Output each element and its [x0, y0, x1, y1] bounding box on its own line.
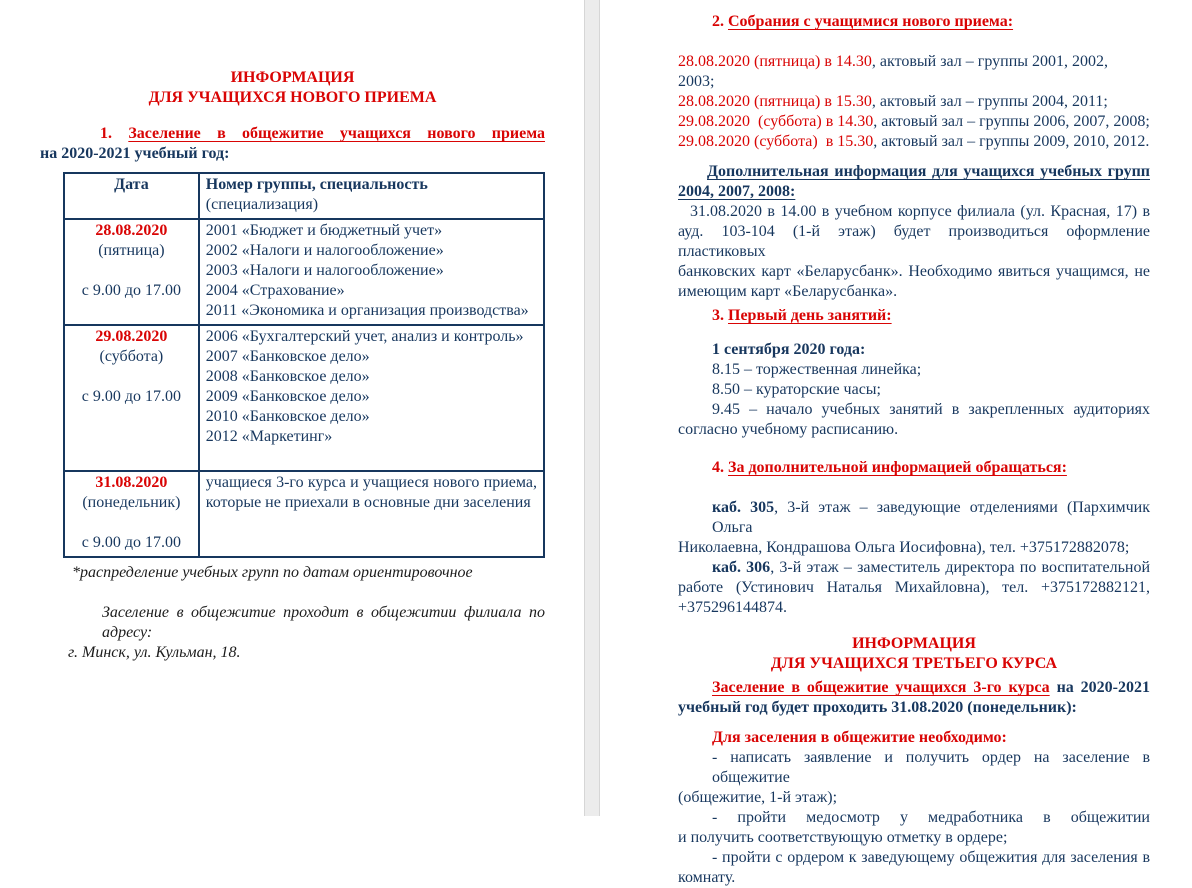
third-course-heading — [678, 678, 1150, 718]
time-range: с 9.00 до 17.00 — [81, 534, 182, 551]
meetings-list — [678, 52, 1150, 152]
schedule-item: 8.50 – кураторские часы; — [712, 381, 881, 398]
title-line: ИНФОРМАЦИЯ — [852, 635, 976, 652]
date-value: 29.08.2020 — [95, 328, 168, 345]
group-item: 2012 «Маркетинг» — [205, 428, 333, 445]
extra-info-text: банковских карт «Беларусбанк». Необходимо явиться учащимся, не — [678, 263, 1150, 280]
section-number: 3. — [712, 307, 724, 324]
section-3-title: Первый день занятий: — [728, 307, 892, 324]
room-number: каб. 305 — [712, 499, 775, 516]
section-number: 1. — [100, 125, 112, 142]
table-footnote: *распределение учебных групп по датам ориентировочное — [72, 564, 473, 581]
meeting-item: 28.08.2020 (пятница) в 15.30, актовый зал – группы 2004, 2011; — [678, 93, 1108, 110]
section-1-title: Заселение в общежитие учащихся нового приема — [128, 125, 546, 142]
note-line: учащиеся 3-го курса и учащиеся нового приема, — [205, 474, 537, 491]
header-cell-date: Дата — [64, 173, 199, 219]
requirements-heading: Для заселения в общежитие необходимо: — [712, 729, 1007, 746]
schedule-item: 8.15 – торжественная линейка; — [712, 361, 922, 378]
group-item: 2009 «Банковское дело» — [205, 388, 370, 405]
date-cell — [64, 219, 199, 325]
third-course-title: Заселение в общежитие учащихся 3-го курса — [712, 679, 1050, 696]
meeting-item: 29.08.2020 (суббота) в 14.30, актовый зал – группы 2006, 2007, 2008; — [678, 113, 1150, 130]
date-cell — [64, 471, 199, 557]
group-item: 2006 «Бухгалтерский учет, анализ и контроль» — [205, 328, 524, 345]
requirements-block — [678, 728, 1150, 888]
third-course-title-cont: учебный год будет проходить 31.08.2020 (понедельник): — [678, 699, 1077, 716]
requirements-list — [678, 748, 1150, 888]
table-row — [64, 471, 544, 557]
contact-306-cont: работе (Устинович Наталья Михайловна), тел. +375172882121, — [678, 579, 1150, 596]
weekday: (пятница) — [98, 242, 165, 259]
groups-cell — [199, 471, 544, 557]
schedule-item-cont: согласно учебному расписанию. — [678, 421, 899, 438]
document-page-right — [600, 0, 1192, 886]
title-line: ИНФОРМАЦИЯ — [230, 69, 355, 86]
note-line: которые не приехали в основные дни заселения — [205, 494, 531, 511]
requirement-item: - написать заявление и получить ордер на заселение в общежитие — [712, 749, 1150, 786]
extra-info-text: 31.08.2020 в 14.00 в учебном корпусе филиала (ул. Красная, 17) в — [690, 203, 1150, 220]
schedule-item: 9.45 – начало учебных занятий в закрепленных аудиториях — [712, 401, 1150, 418]
address-line: г. Минск, ул. Кульман, 18. — [68, 644, 241, 661]
section-4-heading — [678, 458, 1150, 478]
contact-305-cont: Николаевна, Кондрашова Ольга Иосифовна), тел. +375172882078; — [678, 539, 1130, 556]
date-value: 31.08.2020 — [95, 474, 168, 491]
title-line: ДЛЯ УЧАЩИХСЯ ТРЕТЬЕГО КУРСА — [770, 655, 1058, 672]
notice-title-new-admission — [40, 68, 545, 108]
address-line: Заселение в общежитие проходит в общежитии филиала по адресу: — [102, 604, 545, 641]
header-cell-groups: Номер группы, специальность (специализация) — [199, 173, 544, 219]
first-day-block — [678, 340, 1150, 440]
extra-info-heading: Дополнительная информация для учащихся учебных групп — [707, 163, 1150, 180]
extra-info-block — [678, 162, 1150, 302]
contacts-block — [678, 498, 1150, 618]
meeting-item: 28.08.2020 (пятница) в 14.30, актовый зал – группы 2001, 2002, 2003; — [678, 53, 1117, 90]
table-row — [64, 325, 544, 471]
dormitory-schedule-table — [63, 172, 545, 558]
meeting-item: 29.08.2020 (суббота) в 15.30, актовый зал – группы 2009, 2010, 2012. — [678, 133, 1150, 150]
time-range: с 9.00 до 17.00 — [81, 282, 182, 299]
group-item: 2007 «Банковское дело» — [205, 348, 370, 365]
extra-info-text: ауд. 103-104 (1-й этаж) будет производиться оформление пластиковых — [678, 223, 1150, 260]
section-number: 4. — [712, 459, 724, 476]
extra-info-heading-cont: 2004, 2007, 2008: — [678, 183, 796, 200]
section-number: 2. — [712, 13, 724, 30]
document-page-left — [0, 0, 584, 816]
section-2-heading — [678, 12, 1150, 32]
title-line: ДЛЯ УЧАЩИХСЯ НОВОГО ПРИЕМА — [148, 89, 437, 106]
weekday: (понедельник) — [82, 494, 181, 511]
groups-cell — [199, 325, 544, 471]
group-item: 2002 «Налоги и налогообложение» — [205, 242, 444, 259]
table-row — [64, 219, 544, 325]
contact-305: каб. 305, 3-й этаж – заведующие отделениями (Пархимчик Ольга — [712, 499, 1151, 536]
requirement-item: - пройти медосмотр у медработника в общежитии — [712, 809, 1150, 826]
group-item: 2003 «Налоги и налогообложение» — [205, 262, 444, 279]
section-3-heading — [678, 306, 1150, 326]
section-2-title: Собрания с учащимися нового приема: — [728, 13, 1014, 30]
third-course-title-year: на 2020-2021 — [1056, 679, 1151, 696]
requirement-item: - пройти с ордером к заведующему общежития для заселения в — [712, 849, 1150, 866]
group-item: 2001 «Бюджет и бюджетный учет» — [205, 222, 443, 239]
groups-cell — [199, 219, 544, 325]
requirement-item-cont: и получить соответствующую отметку в ордере; — [678, 829, 1008, 846]
section-1-heading — [40, 124, 545, 164]
contact-306-cont: +375296144874. — [678, 599, 788, 616]
page-gap-divider — [584, 0, 600, 816]
group-item: 2004 «Страхование» — [205, 282, 345, 299]
group-item: 2008 «Банковское дело» — [205, 368, 370, 385]
requirement-item-cont: комнату. — [678, 869, 736, 886]
dormitory-address — [68, 603, 545, 663]
extra-info-text: имеющим карт «Беларусбанка». — [678, 283, 898, 300]
date-cell — [64, 325, 199, 471]
group-item: 2011 «Экономика и организация производства» — [205, 302, 529, 319]
contact-306: каб. 306, 3-й этаж – заместитель директора по воспитательной — [712, 559, 1151, 576]
group-item: 2010 «Банковское дело» — [205, 408, 370, 425]
section-1-title-cont: на 2020-2021 учебный год: — [40, 145, 230, 162]
time-range: с 9.00 до 17.00 — [81, 388, 182, 405]
first-day-date: 1 сентября 2020 года: — [712, 341, 866, 358]
weekday: (суббота) — [99, 348, 164, 365]
notice-title-third-course — [678, 634, 1150, 674]
room-number: каб. 306 — [712, 559, 771, 576]
table-header-row — [64, 173, 544, 219]
requirement-item-cont: (общежитие, 1-й этаж); — [678, 789, 838, 806]
section-4-title: За дополнительной информацией обращаться: — [728, 459, 1067, 476]
date-value: 28.08.2020 — [95, 222, 168, 239]
